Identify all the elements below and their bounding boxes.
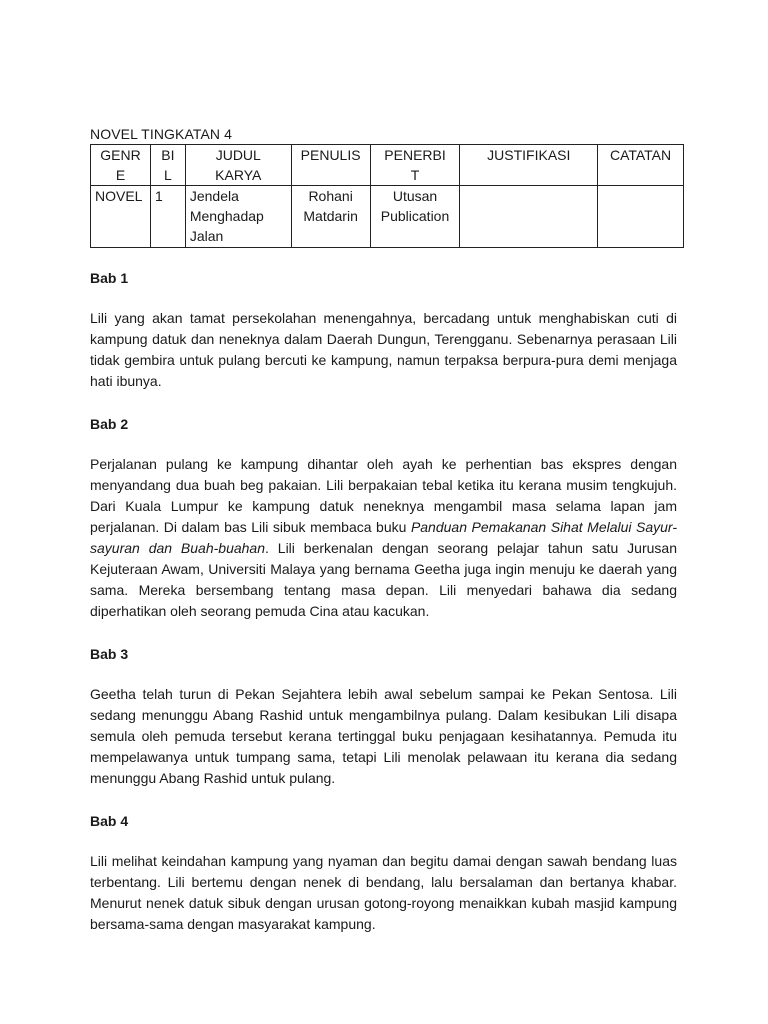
section-text-bab-3: Geetha telah turun di Pekan Sejahtera lebih awal sebelum sampai ke Pekan Sentosa. Lili sedang menunggu Abang Rashid untuk mengambilnya pulang. Dalam kesibukan Lili disapa semula oleh pemuda tersebut kerana tertinggal buku penjagaan kesihatannya. Pemuda itu mempelawanya untuk tumpang sama, tetapi Lili menolak pelawaan itu kerana dia sedang menunggu Abang Rashid untuk pulang. [90, 686, 677, 786]
cell-penerbit: Utusan Publication [370, 186, 460, 248]
header-bil: BI L [150, 145, 185, 186]
header-penulis: PENULIS [291, 145, 370, 186]
section-text-bab-4: Lili melihat keindahan kampung yang nyaman dan begitu damai dengan sawah bendang luas terbentang. Lili bertemu dengan nenek di bendang, lalu bersalaman dan bertanya khabar. Menurut nenek datuk sibuk dengan urusan gotong-royong menaikkan kubah masjid kampung bersama-sama dengan masyarakat kampung. [90, 853, 677, 932]
document-page [90, 125, 677, 935]
header-catatan: CATATAN [598, 145, 684, 186]
section-heading-bab-1: Bab 1 [90, 270, 129, 286]
cell-catatan [598, 186, 684, 248]
cell-penulis: Rohani Matdarin [291, 186, 370, 248]
header-penerbit: PENERBI T [370, 145, 460, 186]
section-text-bab-1: Lili yang akan tamat persekolahan menengahnya, bercadang untuk menghabiskan cuti di kampung datuk dan neneknya dalam Daerah Dungun, Terengganu. Sebenarnya perasaan Lili tidak gembira untuk pulang bercuti ke kampung, namun terpaksa berpura-pura demi menjaga hati ibunya. [90, 310, 677, 389]
document-title: NOVEL TINGKATAN 4 [90, 126, 232, 142]
header-judul-karya: JUDUL KARYA [185, 145, 291, 186]
section-heading-bab-3: Bab 3 [90, 646, 129, 662]
cell-bil: 1 [150, 186, 185, 248]
section-heading-bab-4: Bab 4 [90, 813, 129, 829]
section-heading-bab-2: Bab 2 [90, 416, 129, 432]
cell-genre: NOVEL [91, 186, 151, 248]
header-genre: GENR E [91, 145, 151, 186]
section-text-bab-2: Perjalanan pulang ke kampung dihantar oleh ayah ke perhentian bas ekspres dengan menyandang dua buah beg pakaian. Lili berpakaian tebal ketika itu kerana musim tengkujuh. Dari Kuala Lumpur ke kampung datuk neneknya mengambil masa selama lapan jam perjalanan. Di dalam bas Lili sibuk membaca buku Panduan Pemakanan Sihat Melalui Sayur-sayuran dan Buah-buahan. Lili berkenalan dengan seorang pelajar tahun satu Jurusan Kejuteraan Awam, Universiti Malaya yang bernama Geetha juga ingin menuju ke daerah yang sama. Mereka bersembang tentang masa depan. Lili menyedari bahawa dia sedang diperhatikan oleh seorang pemuda Cina atau kacukan. [90, 456, 678, 619]
table-row [91, 186, 684, 248]
novel-table [90, 144, 684, 248]
cell-justifikasi [460, 186, 598, 248]
book-title-italic: Panduan Pemakanan Sihat Melalui Sayur-sayuran dan Buah-buahan [90, 519, 678, 556]
cell-judul-karya: Jendela Menghadap Jalan [185, 186, 291, 248]
table-header-row [91, 145, 684, 186]
header-justifikasi: JUSTIFIKASI [460, 145, 598, 186]
